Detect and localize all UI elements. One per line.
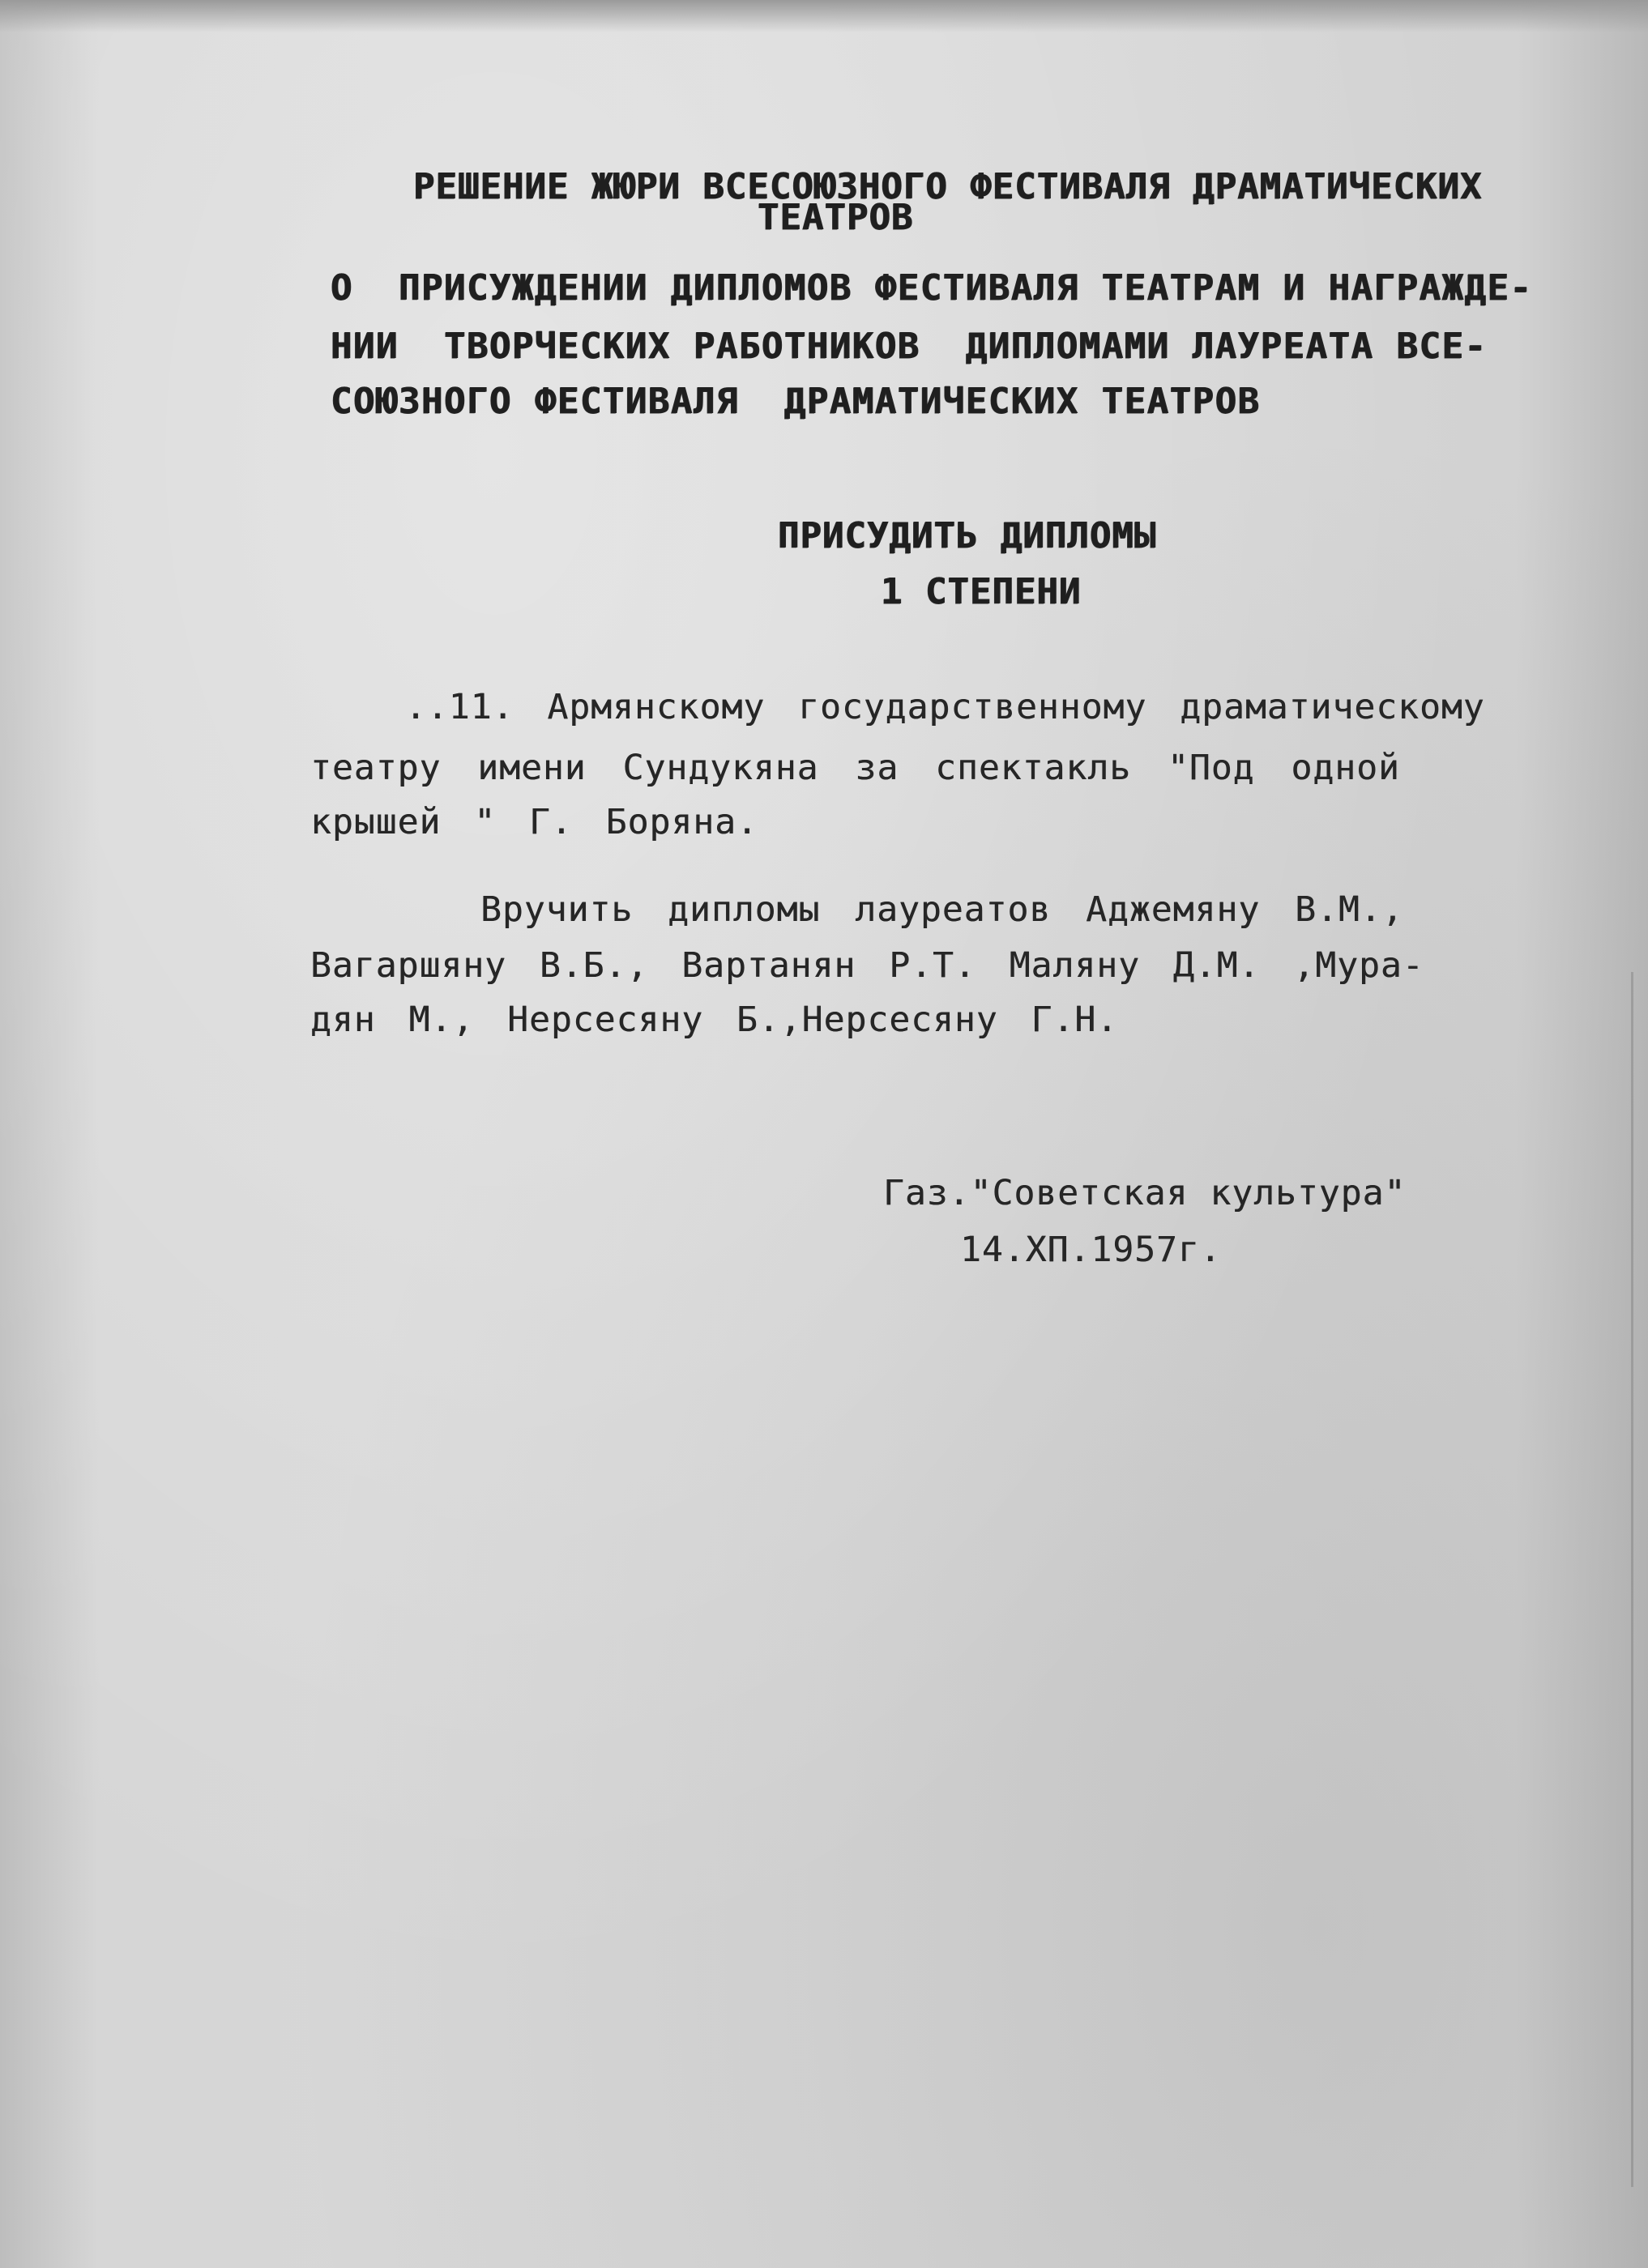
paragraph-2-line-1: Вручить дипломы лауреатов Аджемяну В.М., <box>480 889 1404 930</box>
document-subtitle-line-2: НИИ ТВОРЧЕСКИХ РАБОТНИКОВ ДИПЛОМАМИ ЛАУРЕАТА ВСЕ- <box>331 326 1488 367</box>
document-subtitle-line-3: СОЮЗНОГО ФЕСТИВАЛЯ ДРАМАТИЧЕСКИХ ТЕАТРОВ <box>331 381 1261 422</box>
paragraph-1-line-1: ..11. Армянскому государственному драматическому <box>405 687 1485 727</box>
page-fold-line <box>1631 972 1633 2187</box>
paragraph-1-line-3: крышей " Г. Боряна. <box>310 802 758 842</box>
paragraph-1-line-2: театру имени Сундукяна за спектакль "Под одной <box>310 748 1400 788</box>
paragraph-2-line-2: Вагаршяну В.Б., Вартанян Р.Т. Маляну Д.М. ,Мура- <box>310 945 1424 986</box>
award-heading-line-1: ПРИСУДИТЬ ДИПЛОМЫ <box>778 515 1157 556</box>
award-heading-line-2: 1 СТЕПЕНИ <box>881 571 1082 612</box>
source-date: 14.XП.1957г. <box>960 1230 1222 1270</box>
document-subtitle-line-1: О ПРИСУЖДЕНИИ ДИПЛОМОВ ФЕСТИВАЛЯ ТЕАТРАМ И НАГРАЖДЕ- <box>331 267 1533 309</box>
document-title-line-1: РЕШЕНИЕ ЖЮРИ ВСЕСОЮЗНОГО ФЕСТИВАЛЯ ДРАМАТИЧЕСКИХ <box>413 166 1483 207</box>
page-top-shadow <box>0 0 1648 32</box>
paragraph-2-line-3: дян М., Нерсесяну Б.,Нерсесяну Г.Н. <box>310 1000 1119 1040</box>
source-newspaper: Газ."Советская культура" <box>883 1173 1407 1213</box>
document-title-line-2: ТЕАТРОВ <box>758 197 914 238</box>
